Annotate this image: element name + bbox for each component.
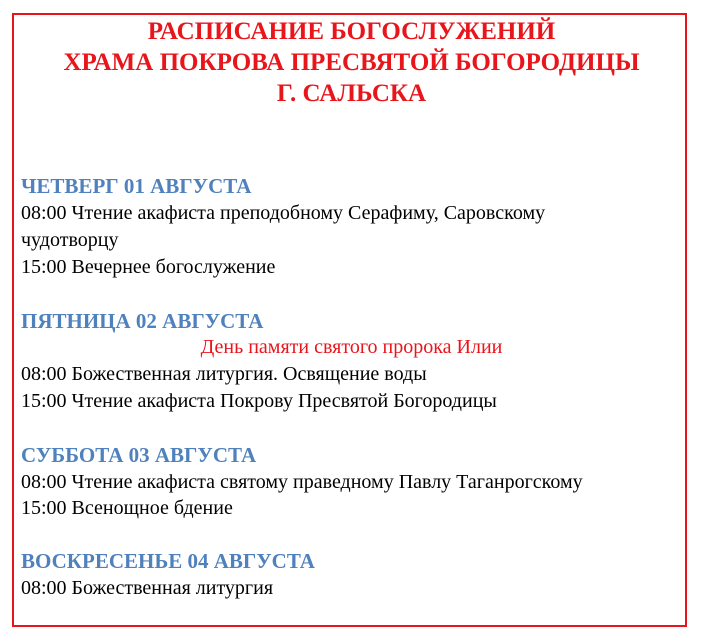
service-line: 15:00 Вечернее богослужение [21,256,276,278]
title-line-3: Г. САЛЬСКА [276,80,427,107]
service-line: 08:00 Божественная литургия. Освящение воды [21,363,427,385]
service-line: чудотворцу [21,229,119,251]
day-heading-thursday: ЧЕТВЕРГ 01 АВГУСТА [21,174,252,198]
service-line: 08:00 Чтение акафиста преподобному Серафиму, Саровскому [21,202,546,224]
title-line-2: ХРАМА ПОКРОВА ПРЕСВЯТОЙ БОГОРОДИЦЫ [63,49,640,76]
feast-day-note: День памяти святого пророка Илии [200,336,503,358]
day-heading-saturday: СУББОТА 03 АВГУСТА [21,443,257,467]
service-line: 15:00 Всенощное бдение [21,497,233,519]
service-line: 15:00 Чтение акафиста Покрову Пресвятой Богородицы [21,390,497,412]
title-line-1: РАСПИСАНИЕ БОГОСЛУЖЕНИЙ [147,18,556,45]
service-line: 08:00 Чтение акафиста святому праведному Павлу Таганрогскому [21,471,583,493]
day-heading-friday: ПЯТНИЦА 02 АВГУСТА [21,309,264,333]
day-heading-sunday: ВОСКРЕСЕНЬЕ 04 АВГУСТА [21,549,315,573]
service-line: 08:00 Божественная литургия [21,577,274,599]
